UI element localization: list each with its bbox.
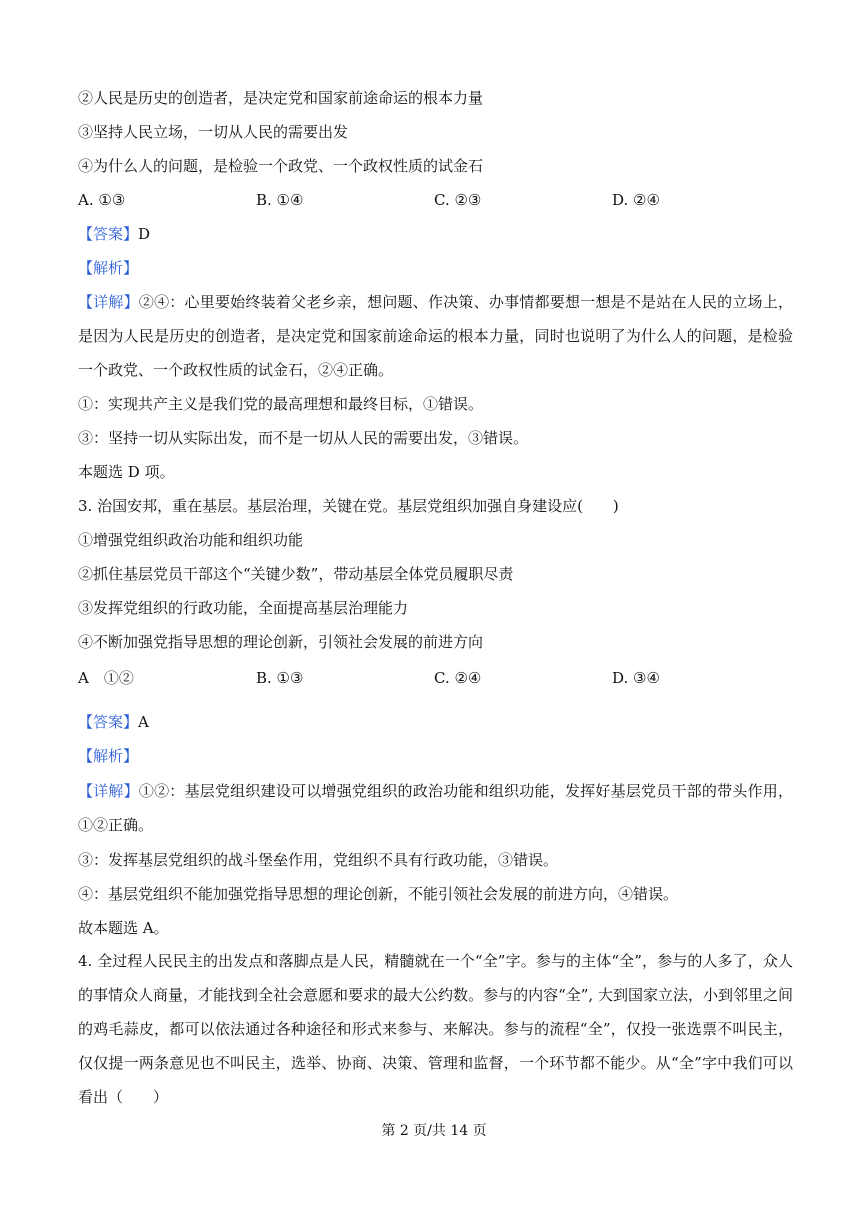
q2-option-a: A. ①③ bbox=[78, 191, 126, 209]
q2-options bbox=[78, 190, 793, 210]
q3-option-b: B. ①③ bbox=[256, 669, 304, 687]
page-number: 第 2 页/共 14 页 bbox=[381, 1123, 487, 1139]
q2-answer-value: D bbox=[138, 225, 151, 243]
q3-detail bbox=[78, 774, 793, 842]
q3-note-3: ③：发挥基层党组织的战斗堡垒作用，党组织不具有行政功能，③错误。 bbox=[78, 851, 559, 869]
q2-conclusion: 本题选 D 项。 bbox=[78, 463, 175, 481]
q3-conclusion: 故本题选 A。 bbox=[78, 919, 169, 937]
q2-option-b: B. ①④ bbox=[256, 191, 304, 209]
q2-detail bbox=[78, 285, 793, 387]
q2-choice-item-3: ③坚持人民立场，一切从人民的需要出发 bbox=[78, 123, 349, 141]
q3-answer bbox=[78, 712, 149, 732]
q3-choice-item-1: ①增强党组织政治功能和组织功能 bbox=[78, 531, 304, 549]
q2-choice-item-4: ④为什么人的问题，是检验一个政党、一个政权性质的试金石 bbox=[78, 157, 484, 175]
q2-note-1: ①：实现共产主义是我们党的最高理想和最终目标，①错误。 bbox=[78, 395, 484, 413]
q3-stem: 3. 治国安邦，重在基层。基层治理，关键在党。基层党组织加强自身建设应( ) bbox=[78, 497, 619, 515]
q3-answer-value: A bbox=[138, 713, 149, 731]
q3-answer-label: 【答案】 bbox=[78, 713, 139, 731]
q3-note-4: ④：基层党组织不能加强党指导思想的理论创新，不能引领社会发展的前进方向，④错误。 bbox=[78, 885, 679, 903]
q3-analysis-label: 【解析】 bbox=[78, 747, 139, 765]
q3-detail-text: ①②：基层党组织建设可以增强党组织的政治功能和组织功能，发挥好基层党员干部的带头作用，①②正确。 bbox=[78, 782, 793, 834]
q2-detail-text: ②④：心里要始终装着父老乡亲，想问题、作决策、办事情都要想一想是不是站在人民的立场上，是因为人民是历史的创造者，是决定党和国家前途命运的根本力量，同时也说明了为什么人的问题，是检验一个政党、一个政权性质的试金石，②④正确。 bbox=[78, 293, 793, 379]
q3-option-c: C. ②④ bbox=[434, 669, 482, 687]
q2-option-d: D. ②④ bbox=[612, 191, 660, 209]
q2-choice-item-2: ②人民是历史的创造者，是决定党和国家前途命运的根本力量 bbox=[78, 89, 484, 107]
q4-stem: 4. 全过程人民民主的出发点和落脚点是人民，精髓就在一个“全”字。参与的主体“全”，参与的人多了，众人的事情众人商量，才能找到全社会意愿和要求的最大公约数。参与的内容“全”, 大到国家立法，小到邻里之间的鸡毛蒜皮，都可以依法通过各种途径和形式来参与、来解决。参与的流程“全”，仅投一张选票不叫民主，仅仅提一两条意见也不叫民主，选举、协商、决策、管理和监督，一个环节都不能少。从“全”字中我们可以看出（ ） bbox=[78, 952, 793, 1106]
q2-answer-label: 【答案】 bbox=[78, 225, 139, 243]
q2-note-3: ③：坚持一切从实际出发，而不是一切从人民的需要出发，③错误。 bbox=[78, 429, 529, 447]
q3-choice-item-2: ②抓住基层党员干部这个“关键少数”，带动基层全体党员履职尽责 bbox=[78, 565, 514, 583]
q3-detail-label: 【详解】 bbox=[78, 782, 139, 800]
q3-choice-item-3: ③发挥党组织的行政功能，全面提高基层治理能力 bbox=[78, 599, 409, 617]
q2-answer bbox=[78, 224, 150, 244]
q2-analysis-label: 【解析】 bbox=[78, 259, 139, 277]
q3-option-a: A ①② bbox=[78, 669, 134, 687]
q3-options bbox=[78, 668, 793, 688]
q2-detail-label: 【详解】 bbox=[78, 293, 139, 311]
q3-option-d: D. ③④ bbox=[612, 669, 660, 687]
q2-option-c: C. ②③ bbox=[434, 191, 482, 209]
q3-choice-item-4: ④不断加强党指导思想的理论创新，引领社会发展的前进方向 bbox=[78, 633, 484, 651]
